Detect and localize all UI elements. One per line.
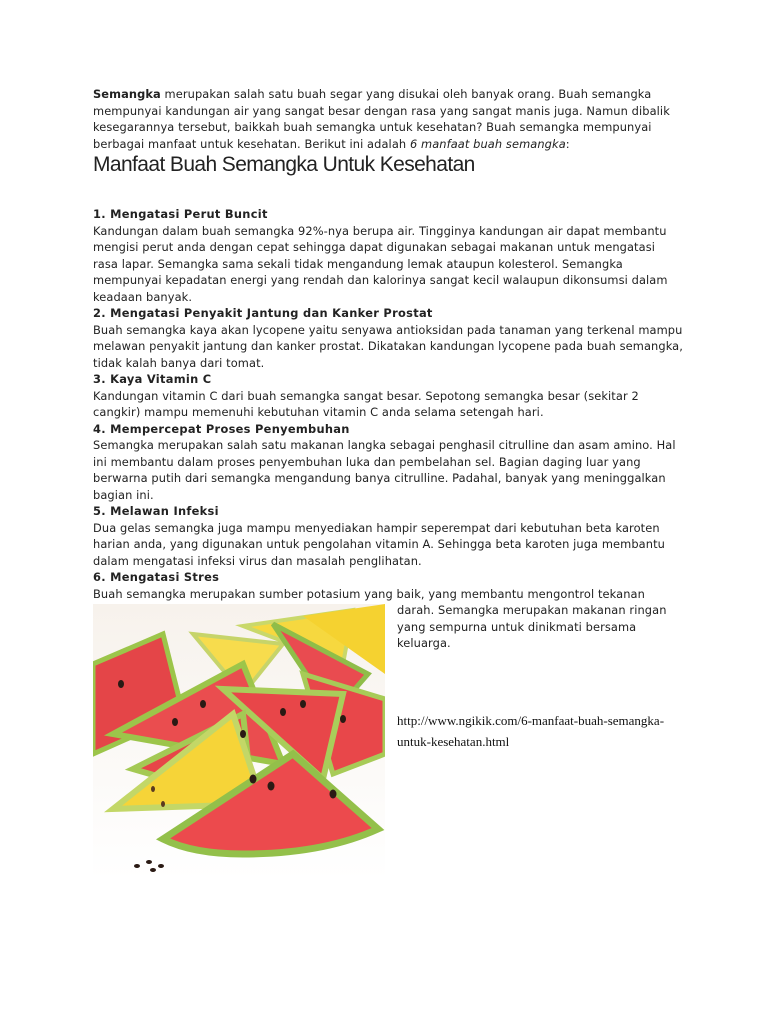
section-heading: 4. Mempercepat Proses Penyembuhan [93, 421, 350, 436]
source-url-link[interactable]: http://www.ngikik.com/6-manfaat-buah-semangka-untuk-kesehatan.html [397, 712, 665, 749]
section-body-first-line: Buah semangka merupakan sumber potasium yang baik, yang membantu mengontrol tekanan [93, 586, 645, 601]
intro-text: merupakan salah satu buah segar yang disukai oleh banyak orang. Buah semangka mempunyai kandungan air yang sangat besar dengan rasa yang sangat manis juga. Namun dibalik kesegarannya tersebut, baikkah buah semangka untuk kesehatan? Buah semangka mempunyai berbagai manfaat untuk kesehatan. Berikut ini adalah [93, 87, 670, 151]
intro-bold-term: Semangka [93, 87, 161, 101]
section-heading: 6. Mengatasi Stres [93, 570, 220, 584]
section-4 [93, 421, 683, 504]
section-6 [93, 569, 683, 752]
section-body: Semangka merupakan salah satu makanan langka sebagai penghasil citrulline dan asam amino. Hal ini membantu dalam proses penyembuhan luka dan pembelahan sel. Bagian daging luar yang berwarna putih dari semangka mengandung banya citrulline. Padahal, banyak yang meninggalkan bagian ini. [93, 438, 676, 502]
section-heading: 3. Kaya Vitamin C [93, 372, 212, 386]
watermelon-illustration [93, 604, 385, 880]
intro-italic: 6 manfaat buah semangka [409, 136, 566, 151]
section-body: Dua gelas semangka juga mampu menyediakan hampir seperempat dari kebutuhan beta karoten harian anda, yang digunakan untuk pengolahan vitamin A. Sehingga beta karoten juga membantu dalam mengatasi infeksi virus dan masalah penglihatan. [93, 520, 665, 568]
section-body-rest: darah. Semangka merupakan makanan ringan yang sempurna untuk dinikmati bersama keluarga. [397, 603, 667, 650]
watermelon-photo [93, 604, 385, 880]
intro-paragraph [93, 86, 683, 152]
intro-tail: : [565, 136, 570, 151]
section-heading: 1. Mengatasi Perut Buncit [93, 207, 268, 221]
section-2 [93, 305, 683, 371]
section-5 [93, 503, 683, 569]
section-body: Buah semangka kaya akan lycopene yaitu senyawa antioksidan pada tanaman yang terkenal mampu melawan penyakit jantung dan kanker prostat. Dikatakan kandungan lycopene pada buah semangka, tidak kalah banya dari tomat. [93, 322, 683, 370]
section-1 [93, 206, 683, 305]
section-heading: 2. Mengatasi Penyakit Jantung dan Kanker Prostat [93, 306, 433, 320]
section-heading: 5. Melawan Infeksi [93, 504, 219, 518]
section-body: Kandungan vitamin C dari buah semangka sangat besar. Sepotong semangka besar (sekitar 2 cangkir) mampu memenuhi kebutuhan vitamin C anda selama setengah hari. [93, 388, 639, 419]
document-page [93, 86, 683, 880]
section-3 [93, 371, 683, 421]
page-title: Manfaat Buah Semangka Untuk Kesehatan [93, 153, 475, 176]
section-body: Kandungan dalam buah semangka 92%-nya berupa air. Tingginya kandungan air dapat membantu mengisi perut anda dengan cepat sehingga dapat digunakan sebagai makanan untuk mengatasi rasa lapar. Semangka sama sekali tidak mengandung lemak ataupun kolesterol. Semangka mempunyai kepadatan energi yang rendah dan kalorinya sangat kecil walaupun dikonsumsi dalam keadaan banyak. [93, 223, 668, 304]
image-and-text-block [93, 602, 683, 752]
spacer [93, 178, 683, 206]
